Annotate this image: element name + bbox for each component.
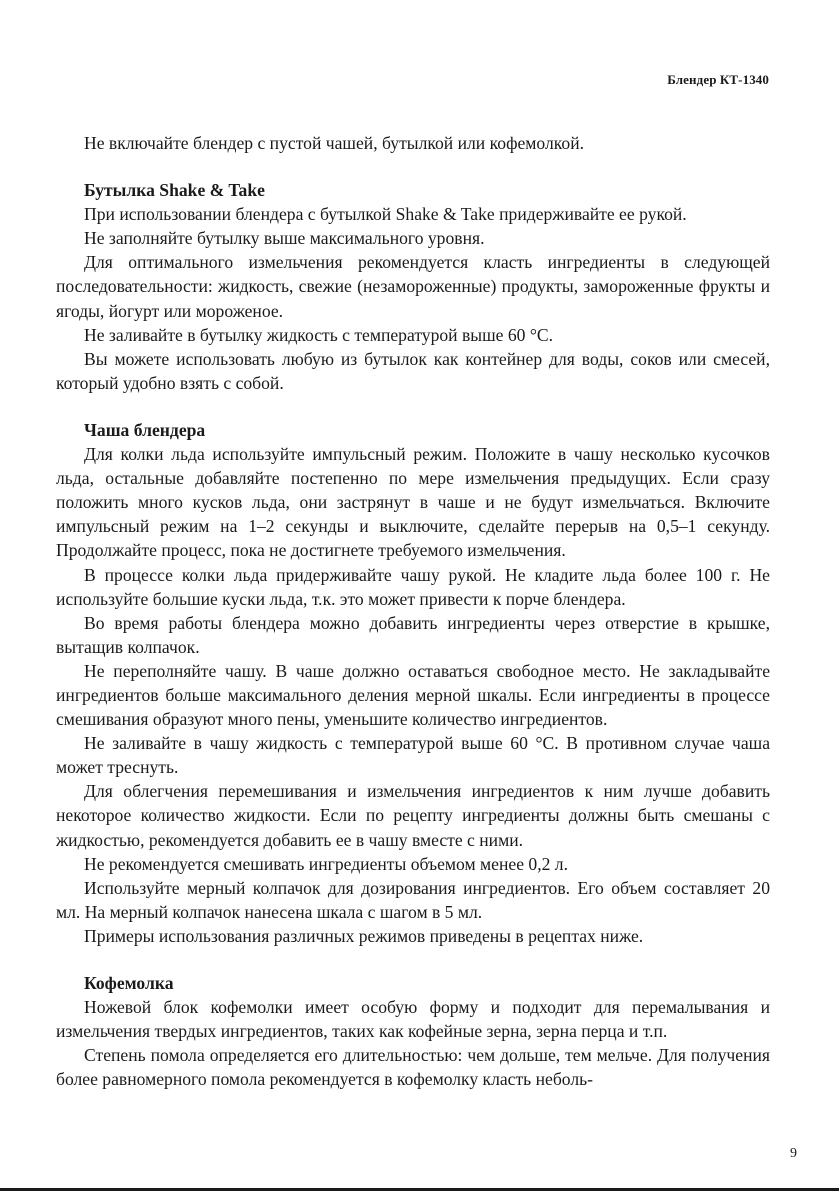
paragraph: Для облегчения перемешивания и измельчения ингредиентов к ним лучше добавить некоторое количество жидкости. Если по рецепту ингредиенты должны быть смешаны с жидкостью, рекомендуется добавить ее в чашу вместе с ними.	[56, 781, 770, 850]
bottom-rule	[0, 1188, 839, 1191]
page-content	[56, 131, 770, 1091]
section-gap	[56, 948, 770, 971]
intro-paragraph: Не включайте блендер с пустой чашей, бутылкой или кофемолкой.	[84, 133, 585, 153]
running-header: Блендер КТ-1340	[667, 72, 769, 87]
section-coffee-grinder	[56, 971, 770, 1091]
paragraph: Вы можете использовать любую из бутылок как контейнер для воды, соков или смесей, который удобно взять с собой.	[56, 348, 770, 393]
section-heading: Чаша блендера	[84, 419, 206, 440]
section-heading: Кофемолка	[84, 973, 174, 993]
paragraph: В процессе колки льда придерживайте чашу рукой. Не кладите льда более 100 г. Не используйте большие куски льда, т.к. это может привести к порче блендера.	[56, 564, 770, 609]
paragraph: Для оптимального измельчения рекомендуется класть ингредиенты в следующей последовательности: жидкость, свежие (незамороженные) продукты, замороженные фрукты и ягоды, йогурт или мороженое.	[56, 252, 770, 321]
section-bottle	[56, 178, 770, 395]
section-heading: Бутылка Shake & Take	[84, 180, 265, 201]
paragraph: Используйте мерный колпачок для дозирования ингредиентов. Его объем составляет 20 мл. На мерный колпачок нанесена шкала с шагом в 5 мл.	[56, 877, 770, 922]
paragraph: Примеры использования различных режимов приведены в рецептах ниже.	[84, 925, 644, 946]
paragraph: Не рекомендуется смешивать ингредиенты объемом менее 0,2 л.	[84, 853, 568, 874]
section-gap	[56, 395, 770, 418]
paragraph: Во время работы блендера можно добавить ингредиенты через отверстие в крышке, вытащив колпачок.	[56, 612, 770, 657]
section-blender-jar	[56, 418, 770, 948]
section-gap	[56, 155, 770, 178]
paragraph: Не переполняйте чашу. В чаше должно оставаться свободное место. Не закладывайте ингредиентов больше максимального деления мерной шкалы. Если ингредиенты в процессе смешивания образуют много пены, уменьшите количество ингредиентов.	[56, 660, 770, 730]
paragraph: При использовании блендера с бутылкой Shake & Take придерживайте ее рукой.	[84, 204, 687, 225]
paragraph: Ножевой блок кофемолки имеет особую форму и подходит для перемалывания и измельчения твердых ингредиентов, таких как кофейные зерна, зерна перца и т.п.	[56, 997, 770, 1042]
paragraph: Степень помола определяется его длительностью: чем дольше, тем мельче. Для получения более равномерного помола рекомендуется в кофемолку класть неболь-	[56, 1045, 770, 1090]
paragraph: Не заполняйте бутылку выше максимального уровня.	[84, 228, 485, 249]
page-number: 9	[790, 1146, 797, 1161]
paragraph: Не заливайте в бутылку жидкость с температурой выше 60 °C.	[84, 324, 554, 345]
paragraph: Не заливайте в чашу жидкость с температурой выше 60 °C. В противном случае чаша может треснуть.	[56, 733, 770, 778]
paragraph: Для колки льда используйте импульсный режим. Положите в чашу несколько кусочков льда, остальные добавляйте постепенно по мере измельчения предыдущих. Если сразу положить много кусков льда, они застрянут в чаше и не будут измельчаться. Включите импульсный режим на 1–2 секунды и выключите, сделайте перерыв на 0,5–1 секунду. Продолжайте процесс, пока не достигнете требуемого измельчения.	[56, 444, 770, 561]
